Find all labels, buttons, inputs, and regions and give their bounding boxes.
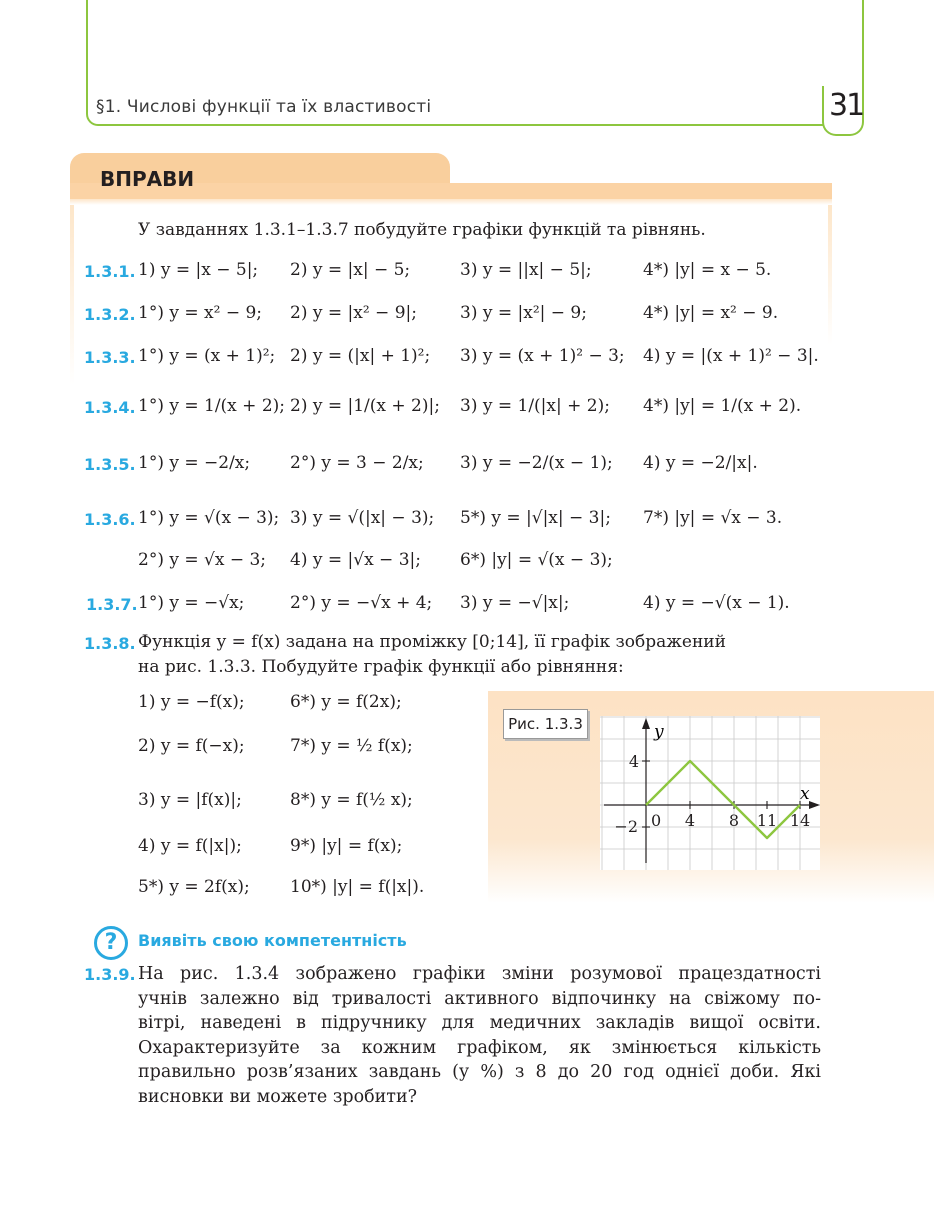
exercise-item: 2) y = |x| − 5;	[290, 260, 411, 280]
x-tick-label: 4	[684, 811, 696, 830]
exercise-number: 1.3.1.	[84, 262, 136, 281]
x-tick-label: 8	[728, 811, 740, 830]
exercise-item: 3) y = −√|x|;	[460, 593, 570, 613]
paragraph-line: висновки ви можете зробити?	[138, 1086, 418, 1107]
competence-heading: Виявіть свою компетентність	[138, 931, 407, 950]
subtask-item: 1) y = −f(x);	[138, 692, 245, 712]
exercise-number: 1.3.9.	[84, 965, 136, 984]
exercise-item: 1°) y = −2/x;	[138, 453, 251, 473]
exercise-paragraph	[138, 962, 821, 1110]
exercise-item: 3) y = √(|x| − 3);	[290, 508, 435, 528]
subtask-item: 5*) y = 2f(x);	[138, 877, 250, 897]
exercise-item: 2) y = |1/(x + 2)|;	[290, 396, 440, 416]
x-axis-label: x	[800, 784, 810, 804]
question-icon: ?	[94, 926, 128, 960]
exercise-number: 1.3.6.	[84, 510, 136, 529]
exercise-item: 4*) |y| = x − 5.	[643, 260, 772, 280]
paragraph-line: вітрі, наведені в підручнику для медичних закладів вищої освіти.	[138, 1013, 821, 1034]
exercise-item: 4) y = |(x + 1)² − 3|.	[643, 346, 819, 366]
exercise-item: 3) y = ||x| − 5|;	[460, 260, 592, 280]
exercise-item: 2°) y = √x − 3;	[138, 550, 267, 570]
exercise-item: 4) y = −2/|x|.	[643, 453, 758, 473]
exercise-number: 1.3.3.	[84, 348, 136, 367]
intro-text: У завданнях 1.3.1–1.3.7 побудуйте графіки функцій та рівнянь.	[138, 220, 706, 240]
exercise-item: 3) y = |x²| − 9;	[460, 303, 587, 323]
paragraph-line: Охарактеризуйте за кожним графіком, як змінюється кількість	[138, 1037, 821, 1058]
exercise-item: 1°) y = (x + 1)²;	[138, 346, 276, 366]
exercise-item: 2°) y = 3 − 2/x;	[290, 453, 424, 473]
subtask-item: 8*) y = f(½ x);	[290, 790, 413, 810]
exercise-item: 2) y = (|x| + 1)²;	[290, 346, 431, 366]
exercise-item: 4) y = |√x − 3|;	[290, 550, 421, 570]
subtask-item: 2) y = f(−x);	[138, 736, 245, 756]
exercise-number: 1.3.4.	[84, 398, 136, 417]
exercise-item: 1°) y = x² − 9;	[138, 303, 263, 323]
figure-caption: Рис. 1.3.3	[503, 709, 588, 739]
exercise-item: 6*) |y| = √(x − 3);	[460, 550, 613, 570]
subtask-item: 7*) y = ½ f(x);	[290, 736, 413, 756]
exercise-item: 1°) y = √(x − 3);	[138, 508, 280, 528]
section-side-fade-right	[828, 205, 832, 345]
y-axis-label: y	[654, 722, 664, 742]
section-bar-fade	[70, 199, 832, 205]
exercise-number: 1.3.8.	[84, 634, 136, 653]
exercise-item: 3) y = (x + 1)² − 3;	[460, 346, 625, 366]
exercise-item: 7*) |y| = √x − 3.	[643, 508, 783, 528]
exercise-number: 1.3.5.	[84, 455, 136, 474]
x-tick-label: 14	[789, 811, 811, 830]
subtask-item: 10*) |y| = f(|x|).	[290, 877, 425, 897]
exercise-item: 1°) y = 1/(x + 2);	[138, 396, 285, 416]
paragraph-line: учнів залежно від тривалості активного відпочинку на свіжому по-	[138, 988, 821, 1009]
section-side-fade	[70, 205, 74, 385]
x-tick-label: 11	[756, 811, 778, 830]
exercise-item: 3) y = 1/(|x| + 2);	[460, 396, 610, 416]
exercise-item: 5*) y = |√|x| − 3|;	[460, 508, 611, 528]
exercise-item: 1°) y = −√x;	[138, 593, 245, 613]
subtask-item: 6*) y = f(2x);	[290, 692, 402, 712]
paragraph-line: правильно розв’язаних завдань (у %) з 8 до 20 год однієї доби. Які	[138, 1062, 821, 1083]
subtask-item: 4) y = f(|x|);	[138, 836, 242, 856]
exercise-item: 2) y = |x² − 9|;	[290, 303, 417, 323]
exercise-item: 4*) |y| = 1/(x + 2).	[643, 396, 802, 416]
subtask-item: 3) y = |f(x)|;	[138, 790, 242, 810]
exercise-text: на рис. 1.3.3. Побудуйте графік функції або рівняння:	[138, 657, 624, 677]
section-title: ВПРАВИ	[100, 167, 195, 191]
exercise-item: 1) y = |x − 5|;	[138, 260, 259, 280]
exercise-item: 4) y = −√(x − 1).	[643, 593, 790, 613]
subtask-item: 9*) |y| = f(x);	[290, 836, 403, 856]
y-tick-label: 4	[628, 752, 639, 771]
exercise-text: Функція y = f(x) задана на проміжку [0;14], її графік зображений	[138, 632, 726, 652]
chapter-title: §1. Числові функції та їх властивості	[96, 97, 432, 117]
exercise-item: 3) y = −2/(x − 1);	[460, 453, 613, 473]
exercise-item: 4*) |y| = x² − 9.	[643, 303, 779, 323]
exercise-number: 1.3.7.	[86, 595, 138, 614]
x-tick-label: 0	[651, 811, 662, 830]
y-tick-label: −2	[614, 817, 638, 836]
page-number: 31	[829, 88, 864, 123]
paragraph-line: На рис. 1.3.4 зображено графіки зміни розумової працездатності	[138, 964, 821, 984]
function-graph	[590, 713, 826, 875]
exercise-item: 2°) y = −√x + 4;	[290, 593, 433, 613]
exercise-number: 1.3.2.	[84, 305, 136, 324]
